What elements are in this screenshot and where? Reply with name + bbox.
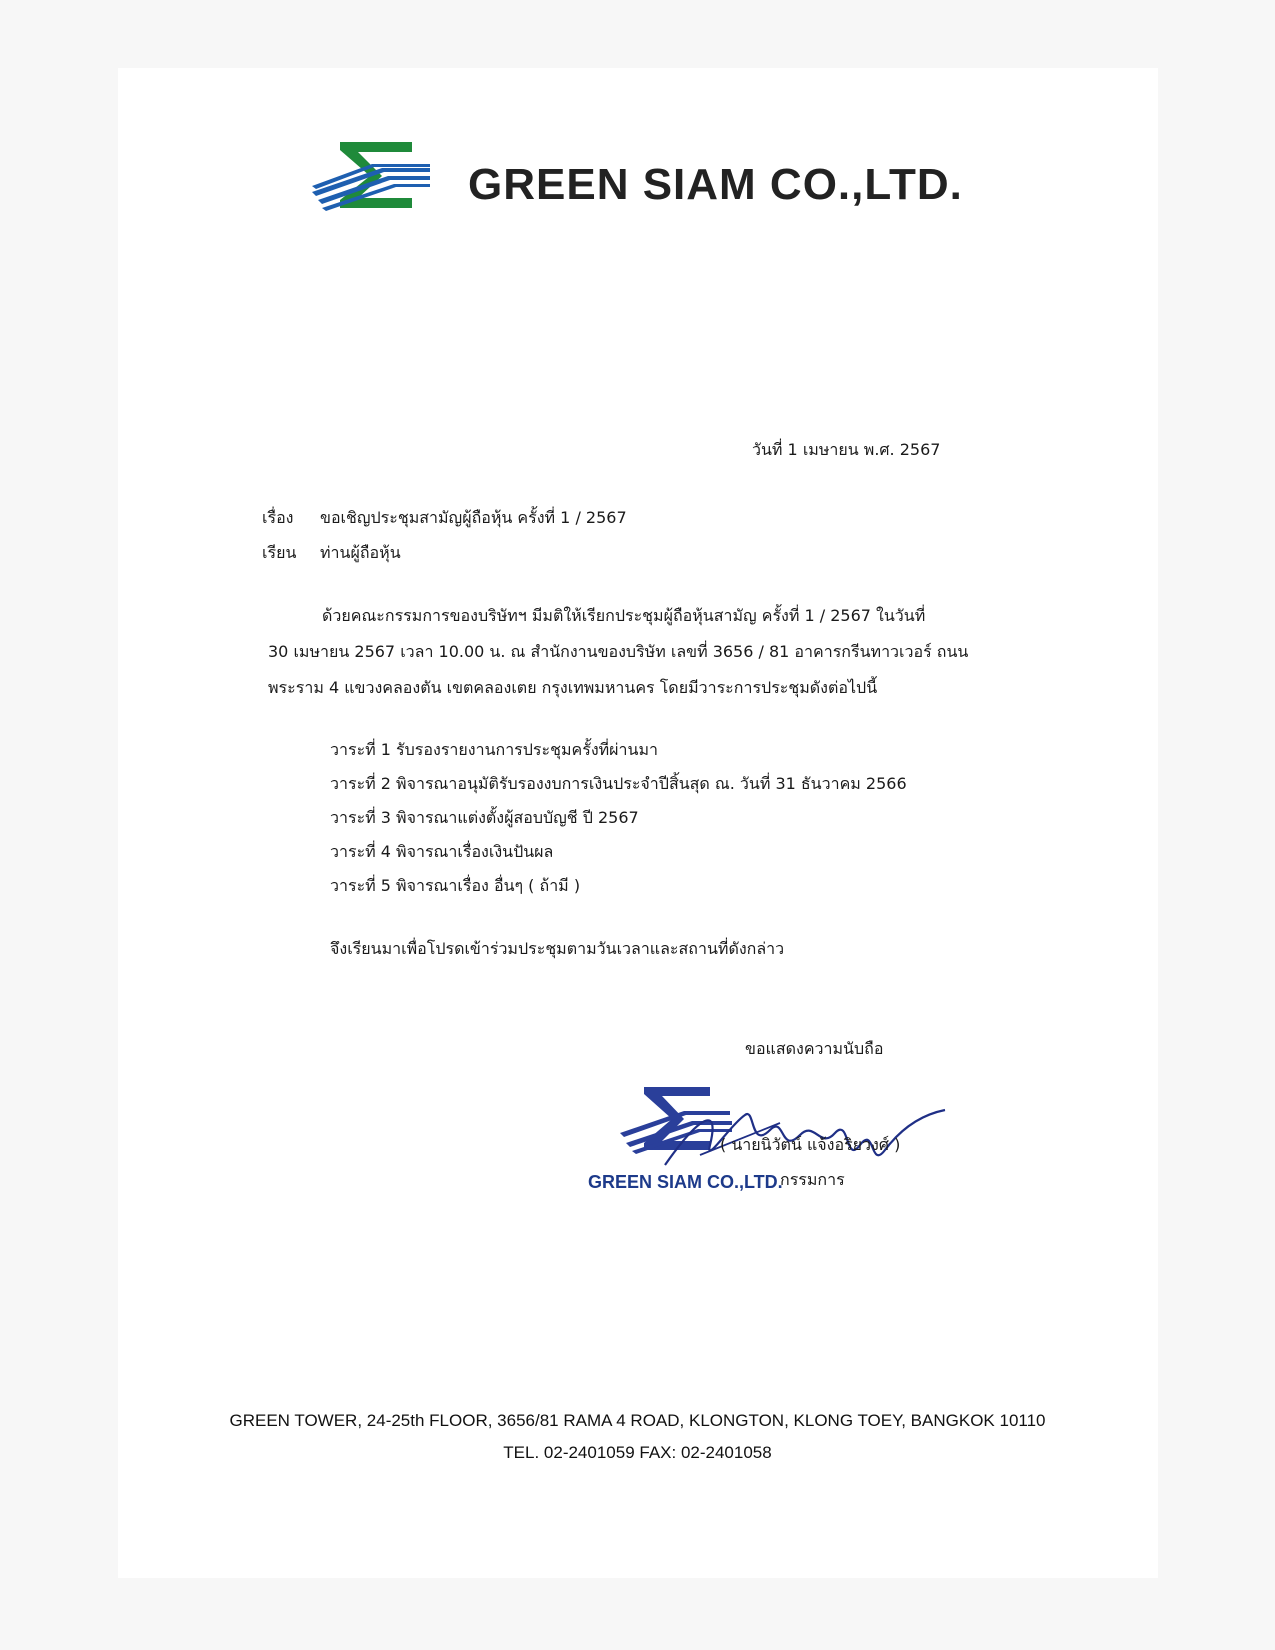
agenda-item: วาระที่ 3 พิจารณาแต่งตั้งผู้สอบบัญชี ปี 2567 [330,808,639,827]
subject-text: ขอเชิญประชุมสามัญผู้ถือหุ้น ครั้งที่ 1 / 2567 [320,508,627,527]
stamp-company-name: GREEN SIAM CO.,LTD. [588,1172,783,1192]
recipient-label: เรียน [262,543,297,562]
closing-line: จึงเรียนมาเพื่อโปรดเข้าร่วมประชุมตามวันเวลาและสถานที่ดังกล่าว [330,939,785,958]
agenda-item: วาระที่ 4 พิจารณาเรื่องเงินปันผล [330,842,554,861]
agenda-item: วาระที่ 1 รับรองรายงานการประชุมครั้งที่ผ่านมา [330,740,659,759]
body-line: ด้วยคณะกรรมการของบริษัทฯ มีมติให้เรียกประชุมผู้ถือหุ้นสามัญ ครั้งที่ 1 / 2567 ในวันที่ [322,606,926,625]
body-line: พระราม 4 แขวงคลองตัน เขตคลองเตย กรุงเทพมหานคร โดยมีวาระการประชุมดังต่อไปนี้ [268,678,878,697]
agenda-item: วาระที่ 2 พิจารณาอนุมัติรับรองงบการเงินประจำปีสิ้นสุด ณ. วันที่ 31 ธันวาคม 2566 [330,774,907,793]
body-line: 30 เมษายน 2567 เวลา 10.00 น. ณ สำนักงานของบริษัท เลขที่ 3656 / 81 อาคารกรีนทาวเวอร์ ถนน [268,642,969,661]
salutation: ขอแสดงความนับถือ [745,1039,884,1058]
letter-date: วันที่ 1 เมษายน พ.ศ. 2567 [752,440,941,459]
green-siam-logo-icon [312,140,437,220]
signatory-position: กรรมการ [780,1170,845,1189]
agenda-item: วาระที่ 5 พิจารณาเรื่อง อื่นๆ ( ถ้ามี ) [330,876,581,895]
signatory-name: ( นายนิวัตน์ แจ้งอริยวงศ์ ) [720,1135,901,1154]
footer-contact: TEL. 02-2401059 FAX: 02-2401058 [503,1443,772,1462]
footer-address: GREEN TOWER, 24-25th FLOOR, 3656/81 RAMA 4 ROAD, KLONGTON, KLONG TOEY, BANGKOK 10110 [229,1411,1046,1430]
company-name: GREEN SIAM CO.,LTD. [468,160,963,209]
recipient-text: ท่านผู้ถือหุ้น [320,543,401,562]
subject-label: เรื่อง [262,508,294,527]
